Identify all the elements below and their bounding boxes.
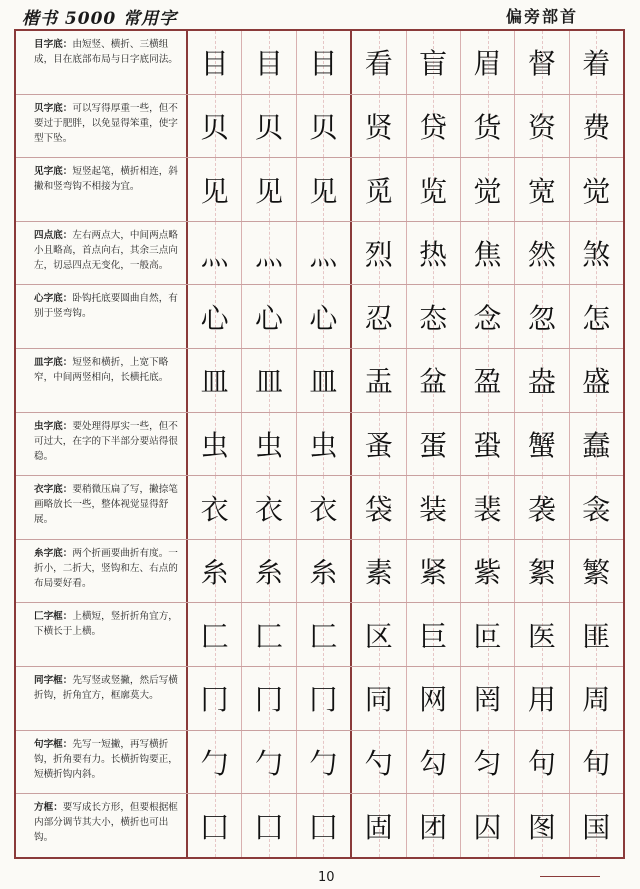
practice-character: 眉 xyxy=(473,47,502,81)
radical-description: 衣字底：要稍微压扁了写，撇捺笔画略放长一些，整体视觉显得舒展。 xyxy=(16,476,188,539)
practice-character: 絮 xyxy=(527,556,556,590)
radical-note: 要处理得厚实一些，但不可过大，在字的下半部分要站得很稳。 xyxy=(34,420,178,462)
practice-character: 勺 xyxy=(364,747,393,780)
radical-sample-cell xyxy=(188,476,241,539)
practice-character: 袋 xyxy=(364,492,393,526)
example-char-cell xyxy=(514,413,568,476)
practice-character: 勹 xyxy=(255,747,284,780)
radical-description: 同字框：先写竖或竖撇，然后写横折钩，折角宜方，框廓莫大。 xyxy=(16,667,188,730)
radical-row xyxy=(16,666,623,730)
page-header xyxy=(0,0,640,30)
practice-character: 糸 xyxy=(309,556,338,590)
practice-character: 目 xyxy=(309,47,338,81)
practice-character: 紫 xyxy=(473,556,502,590)
practice-character: 匚 xyxy=(255,619,284,653)
example-char-cell xyxy=(569,603,623,666)
practice-character: 袭 xyxy=(527,492,556,526)
practice-character: 罔 xyxy=(473,683,502,717)
practice-character: 贝 xyxy=(255,110,284,144)
practice-character: 巨 xyxy=(419,619,448,653)
practice-character: 皿 xyxy=(255,365,284,399)
example-char-cell xyxy=(569,667,623,730)
radical-sample-cell xyxy=(188,540,241,603)
radical-sample-cell xyxy=(241,540,295,603)
example-char-cell xyxy=(460,667,514,730)
example-char-cell xyxy=(350,476,405,539)
radical-description: 方框：要写成长方形，但要根据框内部分调节其大小，横折也可出钩。 xyxy=(16,794,188,857)
radical-name: 心字底 xyxy=(34,293,63,305)
practice-character: 衣 xyxy=(309,492,338,526)
practice-character: 虫 xyxy=(309,428,338,462)
radical-sample-cell xyxy=(296,731,350,794)
radical-description: 见字底：短竖起笔，横折相连，斜撇和竖弯钩不相接为宜。 xyxy=(16,158,188,221)
radical-row xyxy=(16,539,623,603)
example-char-cell xyxy=(569,158,623,221)
radical-sample-cell xyxy=(296,540,350,603)
practice-character: 虫 xyxy=(200,428,229,462)
radical-sample-cell xyxy=(188,31,241,94)
radical-sample-cell xyxy=(241,285,295,348)
radical-sample-cell xyxy=(241,603,295,666)
radical-note: 先写竖或竖撇，然后写横折钩，折角宜方，框廓莫大。 xyxy=(34,675,178,702)
practice-character: 旬 xyxy=(582,747,611,780)
radical-name: 衣字底 xyxy=(34,484,63,496)
radical-note: 由短竖、横折、三横组成，目在底部布局与日字底同法。 xyxy=(34,39,178,65)
radical-sample-cell xyxy=(241,413,295,476)
practice-character: 盆 xyxy=(419,365,448,399)
practice-character: 装 xyxy=(419,492,448,526)
practice-character: 着 xyxy=(582,47,611,81)
example-char-cell xyxy=(460,222,514,285)
example-char-cell xyxy=(514,285,568,348)
practice-character: 盛 xyxy=(582,365,611,399)
example-char-cell xyxy=(406,285,460,348)
example-char-cell xyxy=(350,667,405,730)
example-char-cell xyxy=(514,794,568,857)
practice-character: 句 xyxy=(527,747,556,780)
practice-character: 觉 xyxy=(582,174,611,208)
example-char-cell xyxy=(350,794,405,857)
radical-sample-cell xyxy=(296,476,350,539)
radical-row xyxy=(16,221,623,285)
practice-character: 繁 xyxy=(582,556,611,590)
practice-character: 衾 xyxy=(582,492,611,526)
example-char-cell xyxy=(569,285,623,348)
practice-character: 裴 xyxy=(473,492,502,526)
radical-description: 糸字底：两个折画要曲折有度。一折小，二折大，竖钩和左、右点的布局要好看。 xyxy=(16,540,188,603)
practice-character: 怎 xyxy=(582,301,611,335)
practice-character: 心 xyxy=(309,301,338,335)
radical-sample-cell xyxy=(241,158,295,221)
example-char-cell xyxy=(569,540,623,603)
example-char-cell xyxy=(350,349,405,412)
example-char-cell xyxy=(460,731,514,794)
practice-character: 见 xyxy=(255,174,284,208)
example-char-cell xyxy=(514,476,568,539)
practice-character: 念 xyxy=(473,301,502,335)
example-char-cell xyxy=(514,667,568,730)
practice-character: 衣 xyxy=(255,492,284,526)
example-char-cell xyxy=(569,349,623,412)
radical-sample-cell xyxy=(241,794,295,857)
radical-row xyxy=(16,31,623,94)
practice-character: 皿 xyxy=(200,365,229,399)
practice-character: 见 xyxy=(309,174,338,208)
practice-character: 忍 xyxy=(364,301,393,335)
practice-character: 见 xyxy=(200,174,229,208)
radical-sample-cell xyxy=(188,413,241,476)
example-char-cell xyxy=(406,95,460,158)
practice-character: 囗 xyxy=(255,810,284,844)
practice-character: 贝 xyxy=(309,110,338,144)
example-char-cell xyxy=(406,476,460,539)
example-char-cell xyxy=(460,285,514,348)
section-title: 偏旁部首 xyxy=(505,7,578,26)
practice-character: 煞 xyxy=(582,238,611,272)
radical-sample-cell xyxy=(188,222,241,285)
radical-description: 匚字框：上横短，竖折折角宜方，下横长于上横。 xyxy=(16,603,188,666)
practice-character: 蛩 xyxy=(473,428,502,462)
practice-character: 心 xyxy=(255,301,284,335)
example-char-cell xyxy=(460,158,514,221)
radical-note: 两个折画要曲折有度。一折小，二折大，竖钩和左、右点的布局要好看。 xyxy=(34,547,178,589)
radical-sample-cell xyxy=(241,476,295,539)
radical-description: 虫字底：要处理得厚实一些，但不可过大，在字的下半部分要站得很稳。 xyxy=(16,413,188,476)
radical-sample-cell xyxy=(188,794,241,857)
practice-character: 觅 xyxy=(364,174,393,208)
example-char-cell xyxy=(569,222,623,285)
radical-name: 句字框 xyxy=(34,738,63,750)
example-char-cell xyxy=(569,413,623,476)
radical-name: 方框 xyxy=(34,802,54,814)
example-char-cell xyxy=(406,603,460,666)
example-char-cell xyxy=(514,95,568,158)
example-char-cell xyxy=(569,731,623,794)
radical-sample-cell xyxy=(241,731,295,794)
practice-character: 勹 xyxy=(309,747,338,780)
practice-character: 固 xyxy=(364,810,393,844)
practice-character: 目 xyxy=(200,47,229,81)
practice-character: 叵 xyxy=(473,619,502,653)
radical-note: 先写一短撇，再写横折钩，折角要有力。长横折钩要正，短横折钩内斜。 xyxy=(34,738,178,780)
page-number: 10 xyxy=(318,870,335,885)
practice-character: 态 xyxy=(419,301,448,335)
example-char-cell xyxy=(406,31,460,94)
example-char-cell xyxy=(406,794,460,857)
practice-character: 货 xyxy=(473,110,502,144)
radical-sample-cell xyxy=(296,794,350,857)
radical-sample-cell xyxy=(188,603,241,666)
practice-character: 览 xyxy=(419,174,448,208)
example-char-cell xyxy=(569,31,623,94)
practice-character: 盲 xyxy=(419,47,448,81)
practice-character: 糸 xyxy=(255,556,284,590)
practice-character: 心 xyxy=(200,301,229,335)
practice-character: 蠢 xyxy=(582,428,611,462)
example-char-cell xyxy=(406,667,460,730)
practice-character: 宽 xyxy=(527,174,556,208)
example-char-cell xyxy=(569,95,623,158)
radical-sample-cell xyxy=(296,222,350,285)
practice-character: 灬 xyxy=(255,238,284,272)
practice-character: 匚 xyxy=(309,619,338,653)
radical-note: 卧钩托底要圆曲自然，有别于竖弯钩。 xyxy=(34,293,178,320)
radical-note: 可以写得厚重一些，但不要过于肥胖，以免显得笨重，使字型下坠。 xyxy=(34,102,178,144)
practice-character: 蟹 xyxy=(527,428,556,462)
radical-sample-cell xyxy=(241,222,295,285)
practice-character: 囚 xyxy=(473,810,502,844)
practice-character: 贷 xyxy=(419,110,448,144)
practice-character: 勾 xyxy=(419,747,448,780)
practice-character: 灬 xyxy=(309,238,338,272)
practice-character: 素 xyxy=(364,556,393,590)
example-char-cell xyxy=(350,540,405,603)
radical-sample-cell xyxy=(188,667,241,730)
practice-character: 督 xyxy=(527,47,556,81)
radical-sample-cell xyxy=(188,731,241,794)
practice-character: 区 xyxy=(364,619,393,653)
practice-character: 蚤 xyxy=(364,428,393,462)
practice-character: 资 xyxy=(527,110,556,144)
practice-character: 焦 xyxy=(473,238,502,272)
practice-character: 用 xyxy=(527,683,556,717)
radical-sample-cell xyxy=(241,349,295,412)
practice-character: 团 xyxy=(419,810,448,844)
practice-character: 囗 xyxy=(200,810,229,844)
radical-name: 虫字底 xyxy=(34,420,63,432)
example-char-cell xyxy=(350,222,405,285)
radical-description: 四点底：左右两点大，中间两点略小且略高，首点向右，其余三点向左，切忌四点无变化，一般高。 xyxy=(16,222,188,285)
practice-character: 皿 xyxy=(309,365,338,399)
practice-character: 冂 xyxy=(255,683,284,717)
radical-row xyxy=(16,412,623,476)
radical-note: 短竖和横折，上宽下略窄，中间两竖相向，长横托底。 xyxy=(34,357,169,384)
practice-character: 忽 xyxy=(527,301,556,335)
practice-character: 盎 xyxy=(527,365,556,399)
radical-sample-cell xyxy=(296,31,350,94)
example-char-cell xyxy=(460,540,514,603)
radical-sample-cell xyxy=(296,349,350,412)
example-char-cell xyxy=(350,31,405,94)
example-char-cell xyxy=(350,413,405,476)
practice-character: 紧 xyxy=(419,556,448,590)
practice-character: 冂 xyxy=(200,683,229,717)
practice-character: 费 xyxy=(582,110,611,144)
practice-character: 贝 xyxy=(200,110,229,144)
practice-character: 虫 xyxy=(255,428,284,462)
example-char-cell xyxy=(569,794,623,857)
radical-name: 皿字底 xyxy=(34,357,63,369)
practice-character: 匚 xyxy=(200,619,229,653)
radical-sample-cell xyxy=(296,667,350,730)
practice-character: 勹 xyxy=(200,747,229,780)
practice-character: 目 xyxy=(255,47,284,81)
example-char-cell xyxy=(406,413,460,476)
example-char-cell xyxy=(460,95,514,158)
radical-row xyxy=(16,730,623,794)
footer-line xyxy=(540,876,600,877)
radical-note: 左右两点大，中间两点略小且略高，首点向右，其余三点向左，切忌四点无变化，一般高。 xyxy=(34,229,178,271)
example-char-cell xyxy=(514,349,568,412)
radical-description: 句字框：先写一短撇，再写横折钩，折角要有力。长横折钩要正，短横折钩内斜。 xyxy=(16,731,188,794)
example-char-cell xyxy=(460,476,514,539)
example-char-cell xyxy=(514,603,568,666)
example-char-cell xyxy=(514,540,568,603)
example-char-cell xyxy=(406,540,460,603)
radical-name: 四点底 xyxy=(34,229,63,241)
radical-note: 要稍微压扁了写，撇捺笔画略放长一些，整体视觉显得舒展。 xyxy=(34,484,178,526)
radical-sample-cell xyxy=(296,285,350,348)
radical-sample-cell xyxy=(296,603,350,666)
radical-note: 上横短，竖折折角宜方，下横长于上横。 xyxy=(34,611,178,638)
radical-row xyxy=(16,284,623,348)
example-char-cell xyxy=(350,731,405,794)
practice-character: 匀 xyxy=(473,747,502,780)
radical-sample-cell xyxy=(241,667,295,730)
radical-sample-cell xyxy=(296,158,350,221)
radical-row xyxy=(16,475,623,539)
example-char-cell xyxy=(514,731,568,794)
radical-description: 心字底：卧钩托底要圆曲自然，有别于竖弯钩。 xyxy=(16,285,188,348)
example-char-cell xyxy=(350,158,405,221)
radical-sample-cell xyxy=(188,95,241,158)
example-char-cell xyxy=(460,349,514,412)
example-char-cell xyxy=(406,731,460,794)
radical-name: 糸字底 xyxy=(34,547,63,559)
practice-character: 盈 xyxy=(473,365,502,399)
example-char-cell xyxy=(569,476,623,539)
radical-row xyxy=(16,793,623,857)
radical-description: 贝字底：可以写得厚重一些，但不要过于肥胖，以免显得笨重，使字型下坠。 xyxy=(16,95,188,158)
example-char-cell xyxy=(406,158,460,221)
practice-character: 囗 xyxy=(309,810,338,844)
example-char-cell xyxy=(460,794,514,857)
radical-name: 同字框 xyxy=(34,675,63,687)
example-char-cell xyxy=(514,222,568,285)
practice-character: 同 xyxy=(364,683,393,717)
practice-character: 图 xyxy=(527,810,556,844)
practice-character: 网 xyxy=(419,683,448,717)
radical-note: 要写成长方形，但要根据框内部分调节其大小，横折也可出钩。 xyxy=(34,802,178,844)
practice-character: 蛋 xyxy=(419,428,448,462)
example-char-cell xyxy=(460,603,514,666)
practice-character: 匪 xyxy=(582,619,611,653)
book-title: 楷书 5000 常用字 xyxy=(22,9,178,29)
practice-character: 糸 xyxy=(200,556,229,590)
radical-sample-cell xyxy=(188,158,241,221)
practice-character: 然 xyxy=(527,238,556,272)
practice-grid xyxy=(14,29,625,859)
example-char-cell xyxy=(460,31,514,94)
radical-sample-cell xyxy=(188,349,241,412)
radical-description: 皿字底：短竖和横折，上宽下略窄，中间两竖相向，长横托底。 xyxy=(16,349,188,412)
radical-sample-cell xyxy=(241,31,295,94)
radical-row xyxy=(16,94,623,158)
radical-note: 短竖起笔，横折相连，斜撇和竖弯钩不相接为宜。 xyxy=(34,166,178,193)
example-char-cell xyxy=(514,31,568,94)
example-char-cell xyxy=(350,603,405,666)
example-char-cell xyxy=(460,413,514,476)
practice-character: 热 xyxy=(419,238,448,272)
example-char-cell xyxy=(350,95,405,158)
practice-character: 冂 xyxy=(309,683,338,717)
radical-sample-cell xyxy=(188,285,241,348)
practice-character: 觉 xyxy=(473,174,502,208)
radical-name: 贝字底 xyxy=(34,102,63,114)
practice-character: 衣 xyxy=(200,492,229,526)
radical-name: 见字底 xyxy=(34,166,63,178)
radical-sample-cell xyxy=(296,95,350,158)
radical-description: 目字底：由短竖、横折、三横组成，目在底部布局与日字底同法。 xyxy=(16,31,188,94)
radical-row xyxy=(16,157,623,221)
practice-character: 周 xyxy=(582,683,611,717)
practice-character: 看 xyxy=(364,47,393,81)
radical-name: 目字底 xyxy=(34,39,63,50)
practice-character: 盂 xyxy=(364,365,393,399)
radical-sample-cell xyxy=(241,95,295,158)
practice-character: 贤 xyxy=(364,110,393,144)
radical-name: 匚字框 xyxy=(34,611,63,623)
example-char-cell xyxy=(514,158,568,221)
example-char-cell xyxy=(350,285,405,348)
example-char-cell xyxy=(406,222,460,285)
example-char-cell xyxy=(406,349,460,412)
practice-character: 灬 xyxy=(200,238,229,272)
radical-row xyxy=(16,348,623,412)
practice-character: 国 xyxy=(582,810,611,844)
radical-sample-cell xyxy=(296,413,350,476)
radical-row xyxy=(16,602,623,666)
practice-character: 烈 xyxy=(364,238,393,272)
practice-character: 医 xyxy=(527,619,556,653)
